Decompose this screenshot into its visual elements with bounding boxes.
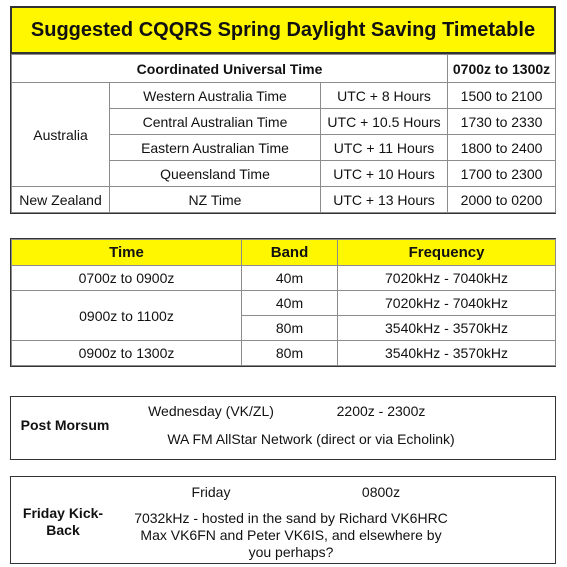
time-cell: 0700z to 0900z	[12, 266, 242, 291]
zone-cell: Eastern Australian Time	[110, 135, 321, 161]
header-band: Band	[242, 240, 338, 266]
header-time: Time	[12, 240, 242, 266]
utc-header-range: 0700z to 1300z	[448, 55, 556, 83]
friday-kickback-desc-line1: 7032kHz - hosted in the sand by Richard VK6HRC	[134, 510, 448, 526]
range-cell: 1800 to 2400	[448, 135, 556, 161]
band-table	[10, 238, 556, 367]
band-cell: 40m	[242, 291, 338, 316]
post-morsum-label: Post Morsum	[20, 417, 110, 433]
post-morsum-time: 2200z - 2300z	[336, 403, 426, 419]
offset-cell: UTC + 10.5 Hours	[321, 109, 448, 135]
frequency-cell: 3540kHz - 3570kHz	[338, 316, 556, 341]
range-cell: 2000 to 0200	[448, 187, 556, 213]
table-row	[12, 266, 556, 291]
frequency-cell: 7020kHz - 7040kHz	[338, 266, 556, 291]
title-banner	[10, 6, 556, 54]
time-cell: 0900z to 1300z	[12, 341, 242, 366]
utc-header-label: Coordinated Universal Time	[12, 55, 448, 83]
friday-kickback-label	[15, 505, 111, 539]
table-row	[12, 291, 556, 316]
utc-table	[10, 54, 556, 214]
friday-kickback-day: Friday	[191, 484, 231, 500]
region-new-zealand: New Zealand	[12, 187, 110, 213]
friday-kickback-description	[111, 510, 471, 561]
table-row	[12, 187, 556, 213]
post-morsum-day: Wednesday (VK/ZL)	[148, 403, 274, 419]
offset-cell: UTC + 13 Hours	[321, 187, 448, 213]
frequency-cell: 3540kHz - 3570kHz	[338, 341, 556, 366]
zone-cell: Central Australian Time	[110, 109, 321, 135]
header-frequency: Frequency	[338, 240, 556, 266]
band-cell: 40m	[242, 266, 338, 291]
friday-kickback-desc-line3: you perhaps?	[248, 544, 334, 560]
range-cell: 1700 to 2300	[448, 161, 556, 187]
page-title: Suggested CQQRS Spring Daylight Saving Timetable	[30, 18, 536, 41]
friday-kickback-label-line2: Back	[46, 522, 80, 538]
friday-kickback-time: 0800z	[361, 484, 401, 500]
friday-kickback-section	[10, 476, 556, 564]
zone-cell: Queensland Time	[110, 161, 321, 187]
table-row	[12, 83, 556, 109]
table-row	[12, 341, 556, 366]
region-australia: Australia	[12, 83, 110, 187]
offset-cell: UTC + 11 Hours	[321, 135, 448, 161]
offset-cell: UTC + 10 Hours	[321, 161, 448, 187]
range-cell: 1500 to 2100	[448, 83, 556, 109]
offset-cell: UTC + 8 Hours	[321, 83, 448, 109]
band-cell: 80m	[242, 316, 338, 341]
post-morsum-network: WA FM AllStar Network (direct or via Echolink)	[167, 431, 455, 447]
frequency-cell: 7020kHz - 7040kHz	[338, 291, 556, 316]
zone-cell: Western Australia Time	[110, 83, 321, 109]
post-morsum-section	[10, 396, 556, 460]
friday-kickback-desc-line2: Max VK6FN and Peter VK6IS, and elsewhere by	[140, 527, 442, 543]
zone-cell: NZ Time	[110, 187, 321, 213]
friday-kickback-label-line1: Friday Kick-	[22, 505, 104, 521]
band-cell: 80m	[242, 341, 338, 366]
range-cell: 1730 to 2330	[448, 109, 556, 135]
time-cell: 0900z to 1100z	[12, 291, 242, 341]
